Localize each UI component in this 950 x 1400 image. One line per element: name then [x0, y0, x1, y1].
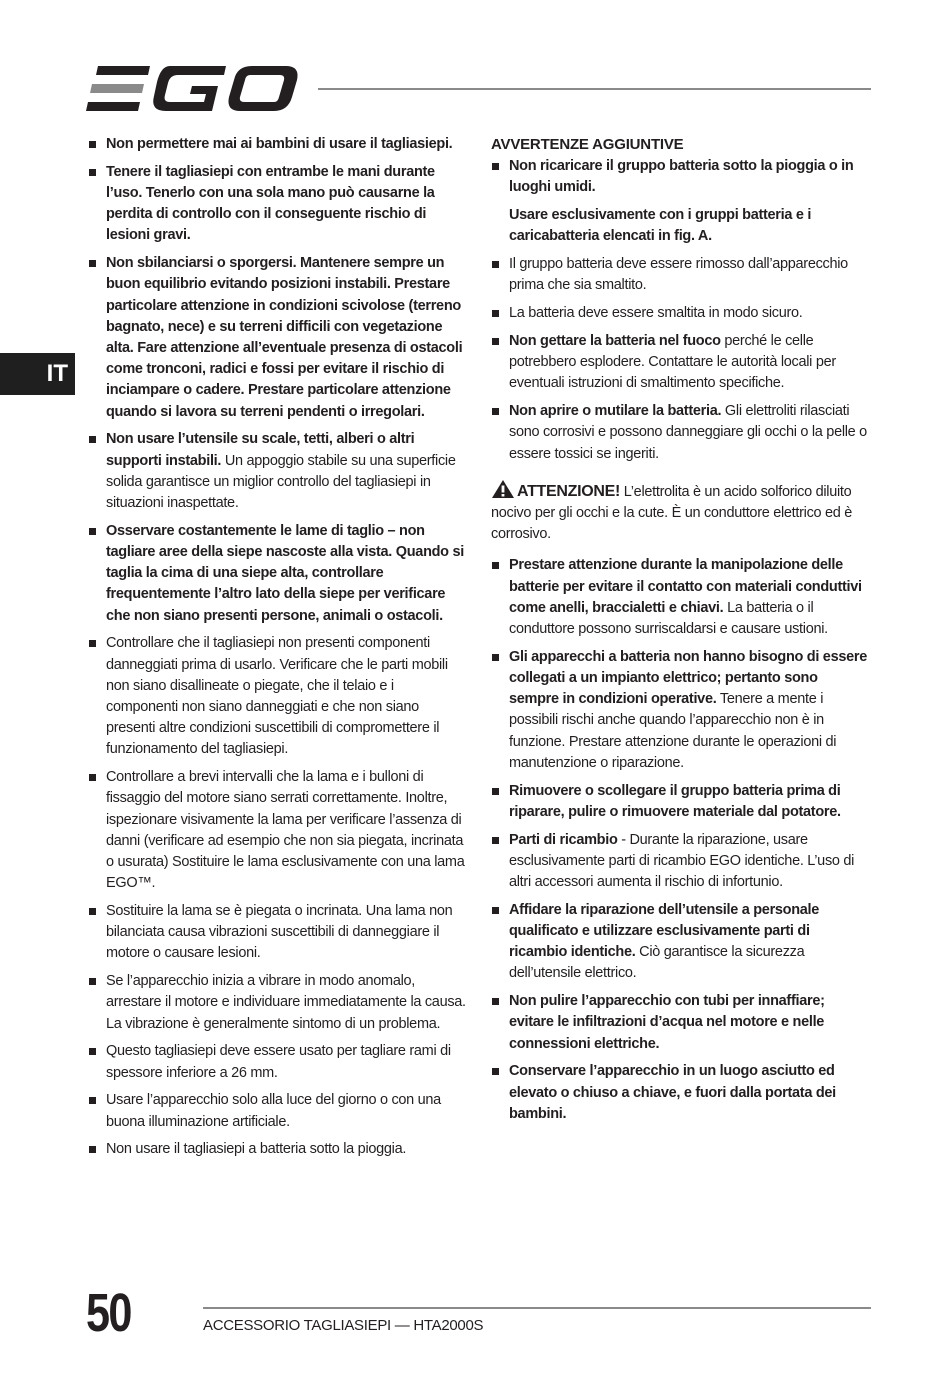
item-text: Ciò garantisce la sicurezza dell’utensile elettrico.: [509, 944, 805, 982]
item-bold-text: Non aprire o mutilare la batteria.: [509, 403, 722, 420]
list-item: [88, 162, 468, 247]
item-bold-text: Parti di ricambio: [509, 831, 618, 848]
item-bold-text: Conservare l’apparecchio in un luogo asciutto ed elevato o chiuso a chiave, e fuori dalla portata dei bambini.: [509, 1063, 836, 1122]
section-heading: AVVERTENZE AGGIUNTIVE: [491, 136, 684, 153]
list-item: [88, 1139, 468, 1160]
item-text: La batteria deve essere smaltita in modo sicuro.: [509, 305, 803, 322]
item-text: Sostituire la lama se è piegata o incrinata. Una lama non bilanciata causa vibrazioni suscettibili di danneggiare il motore o causare lesioni.: [106, 903, 453, 962]
list-item: [88, 429, 468, 514]
item-text: La batteria o il conduttore possono surriscaldarsi e causare ustioni.: [509, 599, 828, 638]
warning-triangle-icon: [491, 479, 515, 499]
list-item: [491, 331, 871, 395]
item-bold-text: Affidare la riparazione dell’utensile a personale qualificato e utilizzare esclusivamente parti di ricambio identiche.: [509, 901, 820, 961]
list-item: [491, 555, 871, 640]
item-text: Non usare il tagliasiepi a batteria sotto la pioggia.: [106, 1141, 407, 1158]
ego-logo: [86, 64, 298, 114]
warning-text: L’elettrolita è un acido solforico diluito nocivo per gli occhi e la cute. È un conduttore elettrico ed è corrosivo.: [491, 483, 853, 543]
list-item: [88, 901, 468, 965]
header-rule: [318, 88, 871, 90]
item-bold-text: Non sbilanciarsi o sporgersi. Mantenere sempre un buon equilibrio evitando posizioni instabili. Prestare particolare attenzione in condizioni scivolose (terreno bagnato, nece) e su terreni difficili con vegetazione alta. Fare attenzione all’eventuale presenza di ostacoli come tronconi, radici e fossi per evitare il rischio di inciampare o cadere. Prestare particolare attenzione quando si lavora su terreni pendenti o irregolari.: [106, 255, 463, 420]
page-number: 50: [86, 1283, 131, 1343]
item-text: Il gruppo batteria deve essere rimosso dall’apparecchio prima che sia smaltito.: [509, 256, 848, 294]
item-text: Gli elettroliti rilasciati sono corrosivi e possono danneggiare gli occhi o la pelle o essere tossici se ingeriti.: [509, 403, 867, 462]
list-item: [491, 401, 871, 465]
item-text: Controllare che il tagliasiepi non presenti componenti danneggiati prima di usarlo. Verificare che le parti mobili non siano disallineate o piegate, che il telaio e i componenti non siano danneggiati e che non siano presenti altre condizioni suscettibili di compromettere il funzionamento del tagliasiepi.: [106, 635, 448, 758]
item-bold-text: Non pulire l’apparecchio con tubi per innaffiare; evitare le infiltrazioni d’acqua nel motore e nelle connessioni elettriche.: [509, 993, 825, 1052]
item-bold-text: Non usare l’utensile su scale, tetti, alberi o altri supporti instabili.: [106, 431, 415, 469]
footer-rule: [203, 1307, 871, 1309]
item-bold-text: Rimuovere o scollegare il gruppo batteria prima di riparare, pulire o rimuovere materiale dal potatore.: [509, 782, 841, 820]
item-bold-text: Tenere il tagliasiepi con entrambe le mani durante l’uso. Tenerlo con una sola mano può causarne la perdita di controllo con il conseguente rischio di lesioni gravi.: [106, 163, 435, 244]
language-tab: [0, 353, 75, 395]
item-text: Usare l’apparecchio solo alla luce del giorno o con una buona illuminazione artificiale.: [106, 1092, 441, 1130]
item-bold-text: Prestare attenzione durante la manipolazione delle batterie per evitare il contatto con materiali conduttivi come anelli, braccialetti e chiavi.: [509, 557, 862, 616]
list-item: [88, 134, 468, 155]
item-text: Se l’apparecchio inizia a vibrare in modo anomalo, arrestare il motore e individuare immediatamente la causa. La vibrazione è generalmente sintomo di un problema.: [106, 973, 466, 1032]
list-item: [491, 781, 871, 823]
warning-block: [491, 479, 871, 546]
list-item: [88, 1090, 468, 1132]
list-item: [88, 1041, 468, 1083]
item-bold-text: Gli apparecchi a batteria non hanno bisogno di essere collegati a un impianto elettrico; pertanto sono sempre in condizioni operative.: [509, 648, 867, 708]
list-item: [491, 900, 871, 985]
warning-label: ATTENZIONE!: [517, 482, 621, 500]
list-item: [88, 971, 468, 1035]
left-column: [88, 134, 468, 1167]
list-item: [88, 521, 468, 627]
item-text: - Durante la riparazione, usare esclusivamente parti di ricambio EGO identiche. L’uso di altri accessori aumenta il rischio di infortunio.: [509, 831, 855, 891]
list-item: [491, 1061, 871, 1125]
battery-note: Usare esclusivamente con i gruppi batteria e i caricabatteria elencati in fig. A.: [509, 207, 812, 245]
right-column: [491, 134, 871, 1132]
list-item: [491, 830, 871, 894]
item-bold-text: Non gettare la batteria nel fuoco: [509, 333, 721, 349]
item-text: Tenere a mente i possibili rischi anche quando l’apparecchio non è in funzione. Prestare attenzione durante le operazioni di manutenzione o riparazione.: [509, 691, 837, 771]
list-item: [491, 647, 871, 774]
list-item: [88, 767, 468, 894]
item-text: perché le celle potrebbero esplodere. Contattare le autorità locali per eventuali istruzioni di smaltimento specifiche.: [509, 333, 836, 392]
item-text: Controllare a brevi intervalli che la lama e i bulloni di fissaggio del motore siano serrati correttamente. Inoltre, ispezionare visivamente la lama per verificare l’assenza di danni (verificare ad esempio che non sia piegata, incrinata o usurata) Sostituire le lama esclusivamente con una lama EGO™.: [106, 769, 465, 892]
list-item: [491, 156, 871, 198]
item-text: Questo tagliasiepi deve essere usato per tagliare rami di spessore inferiore a 26 mm.: [106, 1043, 451, 1081]
language-tab-label: IT: [46, 360, 68, 387]
item-bold-text: Osservare costantemente le lame di taglio – non tagliare aree della siepe nascoste alla vista. Quando si taglia la cima di una siepe alta, controllare frequentemente l’altro lato della siepe per verificare che non siano presenti persone, animali o ostacoli.: [106, 522, 464, 624]
list-item: [88, 633, 468, 760]
item-bold-text: Non permettere mai ai bambini di usare il tagliasiepi.: [106, 136, 453, 152]
list-item: [491, 991, 871, 1055]
list-item: [88, 253, 468, 423]
item-text: Un appoggio stabile su una superficie solida garantisce un miglior controllo del tagliasiepi in situazioni inaspettate.: [106, 452, 456, 512]
list-item: [491, 303, 871, 324]
item-bold-text: Non ricaricare il gruppo batteria sotto la pioggia o in luoghi umidi.: [509, 158, 854, 196]
list-item: [491, 254, 871, 296]
footer-title: ACCESSORIO TAGLIASIEPI — HTA2000S: [203, 1317, 484, 1334]
